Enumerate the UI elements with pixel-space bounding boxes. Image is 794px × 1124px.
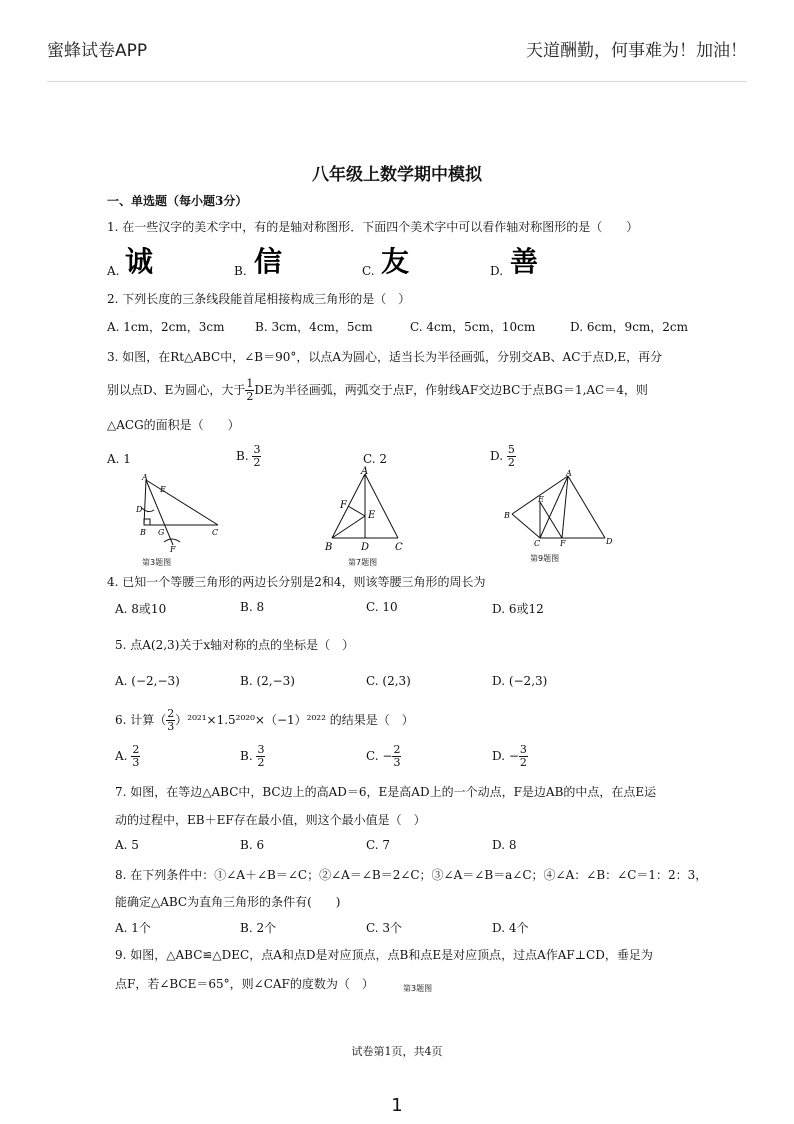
fig3-label-b: B bbox=[504, 511, 510, 520]
fig1-label-f: F bbox=[170, 545, 176, 554]
fig1-label-d: D bbox=[136, 505, 143, 514]
q3-d-num: 5 bbox=[507, 443, 515, 456]
q1-option-b-label: B. bbox=[234, 264, 247, 278]
fig3-label-e: E bbox=[538, 495, 544, 504]
question-3-line-1: 3. 如图，在Rt△ABC中，∠B＝90°，以点A为圆心，适当长为半径画弧，分别交AB、AC于点D,E，再分 bbox=[107, 350, 663, 364]
q5-option-a: A. (−2,−3) bbox=[115, 674, 180, 688]
question-1: 1. 在一些汉字的美术字中，有的是轴对称图形．下面四个美术字中可以看作轴对称图形的是（ ） bbox=[107, 220, 639, 234]
q5-option-d: D. (−2,3) bbox=[492, 674, 548, 688]
q9-figure-caption: 第3题图 bbox=[403, 984, 433, 993]
figure-q9 bbox=[500, 466, 615, 551]
q3-d-den: 2 bbox=[507, 456, 515, 469]
exam-title: 八年级上数学期中模拟 bbox=[312, 165, 482, 185]
q1-option-b-char: 信 bbox=[254, 245, 283, 278]
q3-frac-den: 2 bbox=[246, 390, 254, 403]
q6-d-num: 3 bbox=[519, 743, 527, 756]
fig2-label-c: C bbox=[395, 542, 403, 553]
q2-option-c: C. 4cm，5cm，10cm bbox=[410, 320, 536, 334]
q6-frac-den: 3 bbox=[167, 720, 175, 733]
q6-b-frac bbox=[256, 744, 265, 769]
q5-option-c: C. (2,3) bbox=[366, 674, 411, 688]
q6-d-label: D. bbox=[492, 749, 506, 763]
q7-option-d: D. 8 bbox=[492, 838, 517, 852]
q6-d-frac bbox=[519, 744, 528, 769]
q3-option-d-label: D. bbox=[490, 449, 504, 463]
q6-b-label: B. bbox=[240, 749, 253, 763]
fig3-label-f: F bbox=[560, 539, 566, 548]
question-5: 5. 点A(2,3)关于x轴对称的点的坐标是（ ） bbox=[115, 638, 355, 652]
q1-option-a-char: 诚 bbox=[125, 245, 154, 278]
q6-a-num: 2 bbox=[132, 743, 140, 756]
q3-option-b bbox=[236, 444, 261, 469]
fig1-label-c: C bbox=[212, 528, 219, 537]
figure-q9-caption: 第9题图 bbox=[530, 554, 560, 563]
q3-option-a: A. 1 bbox=[107, 452, 131, 466]
fig2-label-f: F bbox=[340, 500, 347, 511]
q8-option-a: A. 1个 bbox=[115, 921, 151, 935]
q8-option-c: C. 3个 bbox=[366, 921, 403, 935]
q3-frac-num: 1 bbox=[246, 377, 254, 390]
q6-option-a bbox=[115, 744, 140, 769]
q6-d-sign: − bbox=[508, 749, 519, 763]
page-footer: 试卷第1页，共4页 bbox=[351, 1045, 443, 1058]
q1-option-c-char: 友 bbox=[381, 245, 410, 278]
q7-option-c: C. 7 bbox=[366, 838, 391, 852]
q6-c-frac bbox=[392, 744, 401, 769]
q6-frac-num: 2 bbox=[167, 707, 175, 720]
q6-d-den: 2 bbox=[519, 756, 527, 769]
q4-option-a: A. 8或10 bbox=[115, 602, 167, 616]
q6-c-sign: − bbox=[382, 749, 393, 763]
q3-option-b-label: B. bbox=[236, 449, 249, 463]
fig3-label-c: C bbox=[534, 539, 541, 548]
q6-b-den: 2 bbox=[257, 756, 265, 769]
q6-option-c bbox=[366, 744, 401, 769]
fig2-label-e: E bbox=[368, 510, 376, 521]
figure-q3 bbox=[128, 470, 228, 555]
section-heading: 一、单选题（每小题3分） bbox=[107, 194, 248, 208]
q6-text-start: 6. 计算（ bbox=[115, 713, 167, 727]
q5-option-b: B. (2,−3) bbox=[240, 674, 295, 688]
question-6 bbox=[115, 708, 414, 733]
q6-c-num: 2 bbox=[393, 743, 401, 756]
q6-text-end: ）²⁰²¹×1.5²⁰²⁰×（−1）²⁰²² 的结果是（ ） bbox=[175, 713, 414, 727]
question-7-line-1: 7. 如图，在等边△ABC中，BC边上的高AD＝6，E是高AD上的一个动点，F是边AB的中点，在点E运 bbox=[115, 785, 657, 799]
question-8-line-2: 能确定△ABC为直角三角形的条件有( ) bbox=[115, 895, 341, 909]
fig2-label-d: D bbox=[361, 542, 370, 553]
question-3-line-3: △ACG的面积是（ ） bbox=[107, 418, 240, 432]
q6-option-b bbox=[240, 744, 265, 769]
header-slogan: 天道酬勤，何事难为！加油！ bbox=[526, 41, 747, 61]
app-name: 蜜蜂试卷APP bbox=[47, 41, 148, 61]
q1-option-d-char: 善 bbox=[510, 245, 539, 278]
question-8-line-1: 8. 在下列条件中：①∠A＋∠B＝∠C；②∠A＝∠B＝2∠C；③∠A＝∠B＝a∠C；④∠A：∠B：∠C＝1：2：3， bbox=[115, 868, 708, 882]
q6-a-label: A. bbox=[115, 749, 128, 763]
fig2-label-a: A bbox=[361, 466, 369, 477]
page-number: 1 bbox=[391, 1095, 403, 1116]
q4-option-d: D. 6或12 bbox=[492, 602, 544, 616]
question-9-line-2: 点F，若∠BCE＝65°，则∠CAF的度数为（ ） bbox=[115, 977, 374, 991]
q6-fraction bbox=[166, 708, 175, 733]
q6-c-label: C. bbox=[366, 749, 379, 763]
fig2-label-b: B bbox=[325, 542, 333, 553]
q6-a-den: 3 bbox=[132, 756, 140, 769]
q3-b-num: 3 bbox=[253, 443, 261, 456]
q1-option-a-label: A. bbox=[107, 264, 120, 278]
q3-option-b-frac bbox=[252, 444, 261, 469]
q8-option-d: D. 4个 bbox=[492, 921, 529, 935]
q8-option-b: B. 2个 bbox=[240, 921, 277, 935]
q7-option-a: A. 5 bbox=[115, 838, 139, 852]
q2-option-b: B. 3cm，4cm，5cm bbox=[255, 320, 373, 334]
q6-option-d bbox=[492, 744, 528, 769]
figure-q7 bbox=[320, 466, 410, 556]
fig1-label-e: E bbox=[160, 485, 166, 494]
question-9-line-1: 9. 如图，△ABC≌△DEC，点A和点D是对应顶点，点B和点E是对应顶点，过点A作AF⊥CD，垂足为 bbox=[115, 948, 653, 962]
fig1-label-a: A bbox=[142, 473, 148, 482]
figure-q7-caption: 第7题图 bbox=[348, 558, 378, 567]
q7-option-b: B. 6 bbox=[240, 838, 265, 852]
fig3-label-a: A bbox=[566, 469, 572, 478]
q3-line2-start: 别以点D、E为圆心，大于 bbox=[107, 383, 246, 397]
q4-option-c: C. 10 bbox=[366, 600, 398, 614]
q6-c-den: 3 bbox=[393, 756, 401, 769]
fig3-label-d: D bbox=[606, 537, 613, 546]
question-7-line-2: 动的过程中，EB＋EF存在最小值，则这个最小值是（ ） bbox=[115, 813, 426, 827]
figure-q3-caption: 第3题图 bbox=[142, 558, 172, 567]
q6-a-frac bbox=[131, 744, 140, 769]
q3-line2-end: DE为半径画弧，两弧交于点F，作射线AF交边BC于点BG＝1,AC＝4，则 bbox=[254, 383, 648, 397]
q3-option-c: C. 2 bbox=[363, 452, 388, 466]
q2-option-d: D. 6cm，9cm，2cm bbox=[570, 320, 689, 334]
q2-option-a: A. 1cm，2cm，3cm bbox=[107, 320, 225, 334]
question-3-line-2 bbox=[107, 378, 648, 403]
q4-option-b: B. 8 bbox=[240, 600, 265, 614]
question-2: 2. 下列长度的三条线段能首尾相接构成三角形的是（ ） bbox=[107, 292, 411, 306]
q1-option-c-label: C. bbox=[362, 264, 375, 278]
q1-option-d-label: D. bbox=[490, 264, 504, 278]
header-divider bbox=[47, 81, 747, 82]
question-4: 4. 已知一个等腰三角形的两边长分别是2和4，则该等腰三角形的周长为 bbox=[107, 575, 486, 589]
fig1-label-b: B bbox=[140, 528, 146, 537]
q3-b-den: 2 bbox=[253, 456, 261, 469]
q6-b-num: 3 bbox=[257, 743, 265, 756]
fig1-label-g: G bbox=[158, 528, 165, 537]
